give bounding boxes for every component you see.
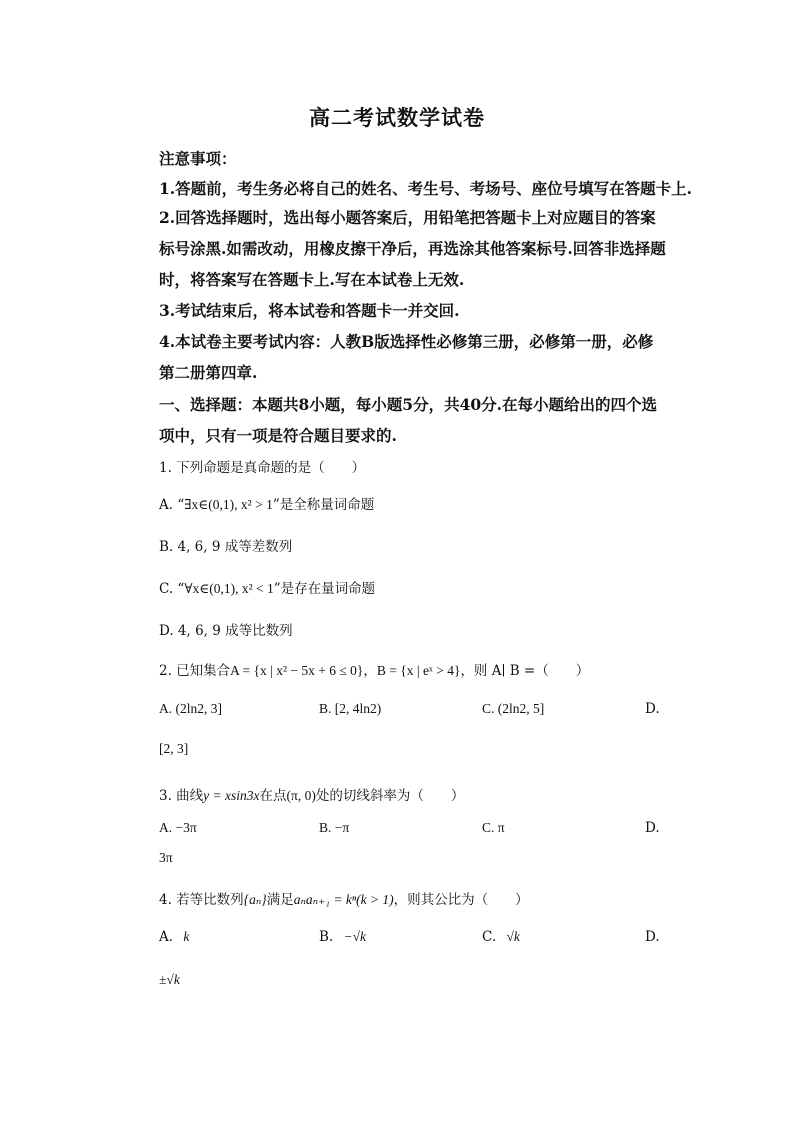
q1-option-c-math: ∀x∈(0,1), x² < 1 bbox=[184, 581, 274, 596]
q4-option-d-value: ±√k bbox=[159, 972, 180, 987]
q4-option-c-label: C. bbox=[482, 929, 497, 945]
q3-stem-mid: 在点 bbox=[259, 788, 287, 804]
q4-stem bbox=[159, 888, 529, 908]
q4-stem-suffix: ，则其公比为（ ） bbox=[393, 892, 529, 908]
q3-option-b: B. −π bbox=[319, 820, 350, 835]
q2-stem-suffix: ，则 A∣ B =（ ） bbox=[460, 663, 590, 679]
q4-option-a-value: k bbox=[183, 929, 190, 944]
q1-option-a-prefix: A. “ bbox=[159, 497, 185, 513]
q3-option-c: C. π bbox=[482, 820, 505, 835]
q3-stem-prefix: 3. 曲线 bbox=[159, 788, 204, 804]
q4-condition: aₙaₙ₊₁ = kⁿ(k > 1) bbox=[293, 892, 394, 907]
q2-set-b: B = {x | eˣ > 4} bbox=[376, 663, 461, 678]
q1-option-a-math: ∃x∈(0,1), x² > 1 bbox=[184, 497, 273, 512]
q3-stem bbox=[159, 784, 464, 804]
q4-stem-prefix: 4. 若等比数列 bbox=[159, 892, 244, 908]
q2-option-d-value: [2, 3] bbox=[159, 741, 189, 756]
q4-option-b-label: B. bbox=[319, 929, 334, 945]
q1-option-a-suffix: ”是全称量词命题 bbox=[272, 497, 375, 513]
q2-stem bbox=[159, 659, 589, 679]
q4-option-c-value: √k bbox=[506, 929, 520, 944]
q2-option-b: B. [2, 4ln2) bbox=[319, 701, 382, 716]
q1-option-c bbox=[159, 577, 375, 597]
q3-option-a: A. −3π bbox=[159, 820, 197, 835]
q1-option-b: B. 4, 6, 9 成等差数列 bbox=[159, 539, 293, 555]
q3-point: (π, 0) bbox=[286, 788, 316, 803]
q4-stem-mid: 满足 bbox=[266, 892, 294, 908]
notice-item-3: 3.考试结束后，将本试卷和答题卡一并交回. bbox=[159, 301, 460, 320]
q4-option-b-value: −√k bbox=[343, 929, 367, 944]
exam-title: 高二考试数学试卷 bbox=[309, 105, 485, 130]
q1-option-c-prefix: C. “ bbox=[159, 581, 185, 597]
q2-set-a: A = {x | x² − 5x + 6 ≤ 0} bbox=[230, 663, 364, 678]
q4-sequence: {aₙ} bbox=[243, 892, 267, 907]
q2-option-c: C. (2ln2, 5] bbox=[482, 701, 545, 716]
q4-option-b bbox=[319, 929, 366, 945]
q3-stem-suffix: 处的切线斜率为（ ） bbox=[315, 788, 465, 804]
notice-item-2-line-3: 时，将答案写在答题卡上.写在本试卷上无效. bbox=[159, 270, 465, 289]
q2-stem-separator: ， bbox=[363, 663, 377, 679]
q1-stem: 1. 下列命题是真命题的是（ ） bbox=[159, 460, 366, 476]
notice-item-2-line-1: 2.回答选择题时，选出每小题答案后，用铅笔把答题卡上对应题目的答案 bbox=[159, 208, 656, 227]
q1-option-a bbox=[159, 493, 374, 513]
q3-option-d-label: D. bbox=[645, 820, 660, 836]
notice-item-1: 1.答题前，考生务必将自己的姓名、考生号、考场号、座位号填写在答题卡上. bbox=[159, 179, 693, 198]
section-1-heading-line-2: 项中，只有一项是符合题目要求的. bbox=[159, 426, 397, 445]
q1-option-d: D. 4, 6, 9 成等比数列 bbox=[159, 623, 293, 639]
notice-heading: 注意事项： bbox=[159, 149, 237, 168]
q2-option-d-label: D. bbox=[645, 701, 660, 717]
q2-option-a: A. (2ln2, 3] bbox=[159, 701, 222, 716]
q3-option-d-value: 3π bbox=[159, 850, 173, 865]
q2-stem-prefix: 2. 已知集合 bbox=[159, 663, 231, 679]
q4-option-a-label: A. bbox=[159, 929, 174, 945]
q4-option-a bbox=[159, 929, 189, 945]
section-1-heading-line-1: 一、选择题：本题共8小题，每小题5分，共40分.在每小题给出的四个选 bbox=[159, 395, 658, 414]
q1-option-c-suffix: ”是存在量词命题 bbox=[273, 581, 376, 597]
notice-item-4-line-1: 4.本试卷主要考试内容：人教B版选择性必修第三册，必修第一册，必修 bbox=[159, 332, 654, 351]
q3-curve: y = xsin3x bbox=[203, 788, 260, 803]
q4-option-d-label: D. bbox=[645, 929, 660, 945]
notice-item-4-line-2: 第二册第四章. bbox=[159, 363, 258, 382]
q4-option-c bbox=[482, 929, 520, 945]
notice-item-2-line-2: 标号涂黑.如需改动，用橡皮擦干净后，再选涂其他答案标号.回答非选择题 bbox=[159, 239, 666, 258]
